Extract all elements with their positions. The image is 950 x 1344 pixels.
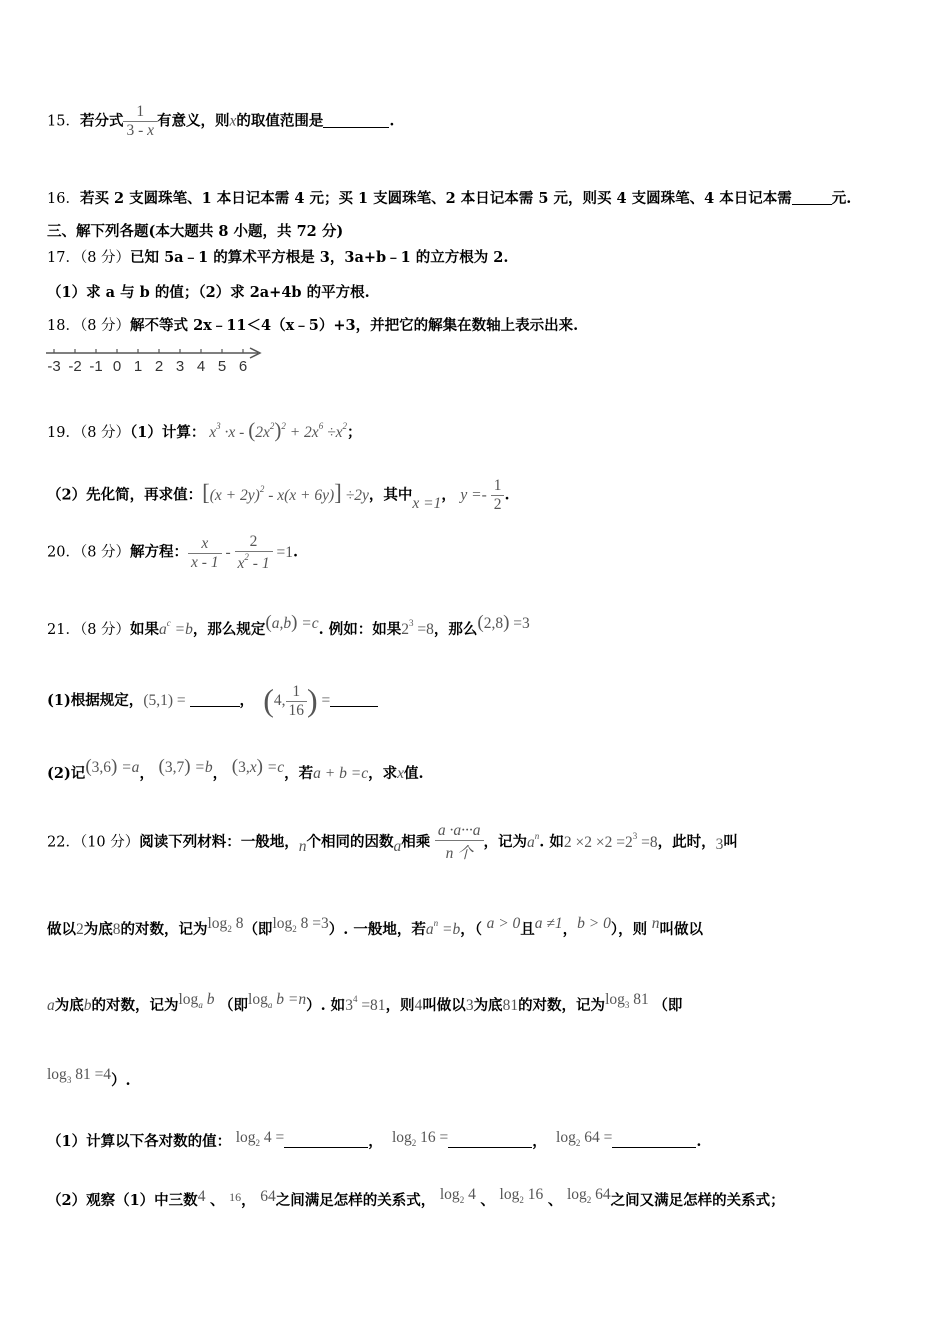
question-19: 19．（8 分）（1）计算： $x^3 \cdot x - (2x^2)^2 + 2x^6 \div x^2$；: [47, 418, 362, 442]
question-18: 18．（8 分）解不等式 2x﹣11＜4（x﹣5）+3，并把它的解集在数轴上表示出来.: [47, 317, 579, 334]
q18-text: 解不等式 2x﹣11＜4（x﹣5）+3，并把它的解集在数轴上表示出来.: [130, 317, 579, 334]
question-22-part-2: （2）观察（1）中三数4 、 $^{16}$， 64之间满足怎样的关系式， $\log_2 4$ 、 $\log_2 16$ 、 $\log_2 64$之间又满足怎样的关系式；: [47, 1186, 785, 1209]
answer-blank: [612, 1134, 696, 1148]
answer-blank: [330, 693, 378, 707]
question-22-line-3: a为底b的对数，记为$\log_a b$ （即$\log_a b =n$）. 如$3^4 =81$，则4叫做以3为底81的对数，记为$\log_3 81$ （即: [47, 991, 683, 1014]
question-15: 15．若分式 $\frac{1}{3 - x}$ 有意义，则x的取值范围是 .: [47, 103, 395, 139]
question-22-line-4: $\log_3 81 =4$）.: [47, 1066, 131, 1089]
number-line-tick-label: 3: [175, 358, 185, 375]
question-21: 21．（8 分）如果$a^c =b$，那么规定(a,b) =c. 例如：如果$2^3 =8$，那么(2,8) =3: [47, 612, 530, 638]
q17-text: 已知 5a﹣1 的算术平方根是 3，3a+b﹣1 的立方根为 2.: [130, 249, 509, 266]
q16-text: 若买 2 支圆珠笔、1 本日记本需 4 元；买 1 支圆珠笔、2 本日记本需 5 元，则买 4 支圆珠笔、4 本日记本需: [79, 190, 792, 207]
question-17: 17．（8 分）已知 5a﹣1 的算术平方根是 3，3a+b﹣1 的立方根为 2.: [47, 249, 509, 266]
answer-blank: [448, 1134, 532, 1148]
q15-prefix: 若分式: [79, 112, 124, 130]
question-22-part-1: （1）计算以下各对数的值： $\log_2 4$ = ， $\log_2 16$ = ， $\log_2 64$ = .: [47, 1129, 702, 1150]
answer-blank: [323, 114, 389, 128]
number-line-tick-label: 5: [217, 358, 227, 375]
section-heading: 三、解下列各题(本大题共 8 小题，共 72 分): [47, 223, 344, 240]
question-21-part-2: (2)记(3,6) =a， (3,7) =b， (3,x) =c，若a + b =c，求x值.: [47, 756, 424, 782]
answer-blank: [284, 1134, 368, 1148]
number-line-tick-label: 6: [238, 358, 248, 375]
question-21-part-1: (1)根据规定，(5,1) = ， (4, $\frac{1}{16}$ ) =: [47, 682, 378, 720]
question-22: 22．（10 分）阅读下列材料：一般地，n个相同的因数a相乘 $\frac{a \cdot a\cdot\cdot\cdot a}{\text{n 个}}$ ，记为$a^n$. 如$2 \times 2 \times 2 =2^3 =8$，此时，3叫: [47, 822, 738, 862]
q19-expression-2: $[(x + 2y)^2 - x(x + 6y)] \div 2y$: [202, 479, 369, 505]
number-line: [42, 340, 272, 378]
question-22-line-2: 做以2为底8的对数，记为$\log_2 8$（即$\log_2 8 =3$）. 一般地，若$a^n =b$，（ a > 0且a ≠1，b > 0），则 n叫做以: [47, 915, 703, 938]
number-line-tick-label: -1: [89, 358, 103, 375]
question-20: 20．（8 分）解方程： $\frac{x}{x - 1}$ - $\frac{2}{x^2 - 1}$ =1.: [47, 533, 299, 572]
q15-fraction: $\frac{1}{3 - x}$: [123, 103, 157, 140]
number-line-tick-label: 4: [196, 358, 206, 375]
question-19-part-2: （2）先化简，再求值：$[(x + 2y)^2 - x(x + 6y)] \div 2y$，其中x =1， y =- $\frac{1}{2}$ .: [47, 477, 510, 513]
number-line-tick-label: -3: [47, 358, 61, 375]
q15-number: 15．: [47, 113, 80, 130]
number-line-tick-label: 1: [133, 358, 143, 375]
number-line-tick-label: 2: [154, 358, 164, 375]
q19-x-value: x =1: [412, 494, 442, 512]
answer-blank: [792, 191, 832, 205]
q19-y-value: y =-: [460, 486, 491, 504]
q19-expression-1: $x^3 \cdot x - (2x^2)^2 + 2x^6 \div x^2$: [205, 418, 347, 442]
number-line-tick-label: 0: [112, 358, 122, 375]
answer-blank: [190, 693, 240, 707]
number-line-tick-label: -2: [68, 358, 82, 375]
question-17-parts: （1）求 a 与 b 的值；（2）求 2a+4b 的平方根.: [47, 284, 370, 301]
q20-equation: $\frac{x}{x - 1}$ - $\frac{2}{x^2 - 1}$ =1: [188, 544, 293, 561]
question-16: 16．若买 2 支圆珠笔、1 本日记本需 4 元；买 1 支圆珠笔、2 本日记本需 5 元，则买 4 支圆珠笔、4 本日记本需 元.: [47, 190, 852, 207]
q16-number: 16．: [47, 191, 80, 207]
